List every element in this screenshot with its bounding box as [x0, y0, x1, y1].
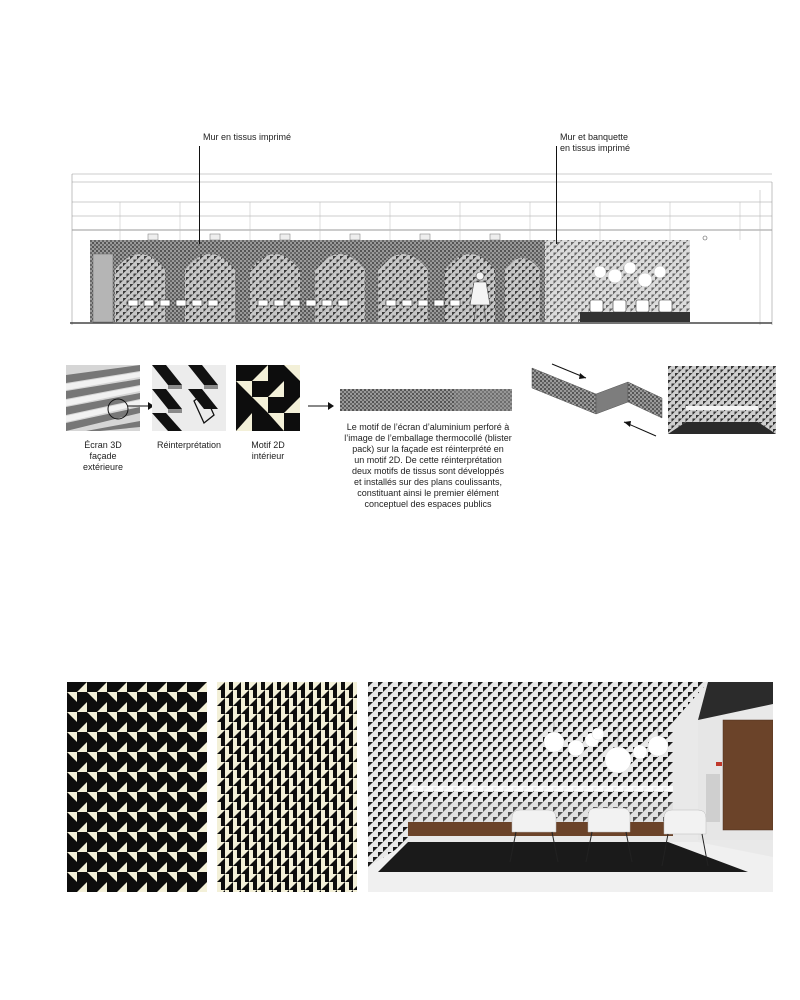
description-line: l’image de l’emballage thermocollé (blister — [344, 433, 512, 443]
callout-right-label-line2: en tissus imprimé — [560, 143, 631, 153]
step2-caption: Réinterprétation — [156, 440, 222, 450]
callout-line-right — [556, 146, 557, 244]
reinterpretation-image — [152, 365, 226, 431]
arrow-icon — [128, 398, 154, 412]
description-line: pack) sur la façade est réinterprété en — [352, 444, 504, 454]
arrow-icon — [308, 398, 334, 412]
description-line: conceptuel des espaces publics — [364, 499, 492, 509]
elevation-svg — [60, 130, 780, 330]
step1-caption-line2: façade — [89, 451, 117, 461]
fabric-pattern-a — [67, 682, 207, 892]
interior-lounge-photo — [368, 682, 773, 892]
description-line: deux motifs de tissus sont développés — [351, 466, 505, 476]
description-paragraph — [318, 422, 538, 510]
callout-right-label-line1: Mur et banquette — [560, 132, 629, 142]
fabric-pattern-b — [217, 682, 357, 892]
interior-render-small — [668, 366, 776, 434]
description-line: et installés sur des plans coulissants, — [353, 477, 503, 487]
sliding-panels-diagram — [528, 360, 668, 440]
fabric-swatch-strip — [340, 389, 512, 411]
description-line: constituant ainsi le premier élément — [357, 488, 499, 498]
callout-line-left — [199, 146, 200, 244]
step1-caption-line3: extérieure — [82, 462, 124, 472]
callout-left-label: Mur en tissus imprimé — [203, 132, 292, 142]
step3-caption-line1: Motif 2D — [251, 440, 285, 450]
description-line: un motif 2D. De cette réinterprétation — [354, 455, 502, 465]
elevation-drawing — [60, 130, 780, 330]
description-line: Le motif de l’écran d’aluminium perforé à — [346, 422, 510, 432]
motif-2d-image — [236, 365, 300, 431]
step1-caption-line1: Écran 3D — [84, 440, 122, 450]
step3-caption-line2: intérieur — [251, 451, 285, 461]
